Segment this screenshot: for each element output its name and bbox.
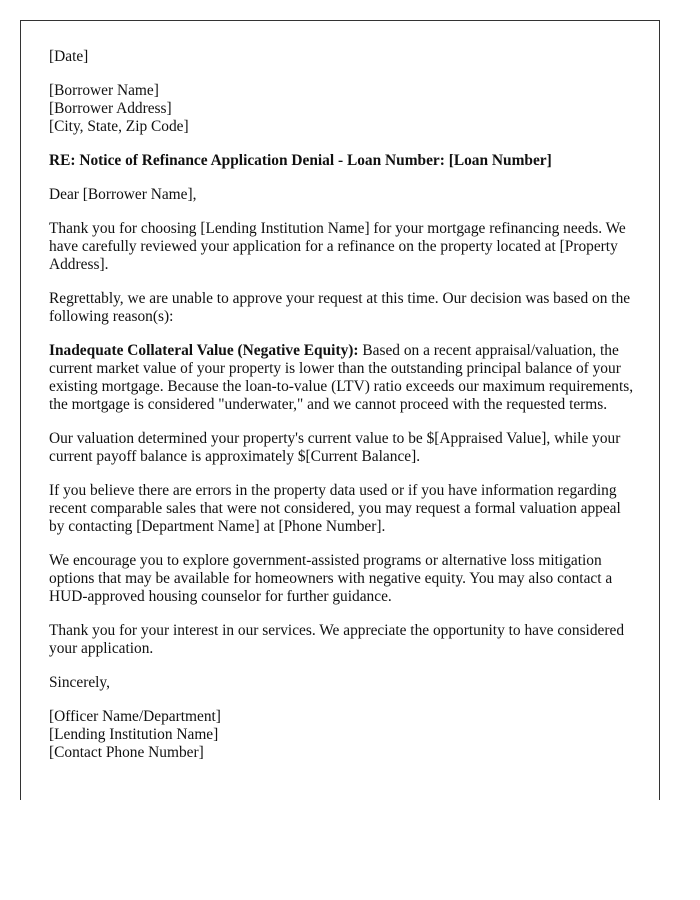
paragraph-appeal: If you believe there are errors in the property data used or if you have information regarding recent comparable sales that were not considered, you may request a formal valuation appeal by contacting [Department Name] at [Phone Number]. bbox=[49, 482, 621, 535]
paragraph-valuation: Our valuation determined your property's current value to be $[Appraised Value], while your current payoff balance is approximately $[Current Balance]. bbox=[49, 430, 621, 465]
letter-date: [Date] bbox=[49, 48, 89, 65]
signature-block bbox=[49, 708, 639, 762]
paragraph-thanks: Thank you for your interest in our services. We appreciate the opportunity to have considered your application. bbox=[49, 622, 625, 657]
recipient-address: [Borrower Address] bbox=[49, 100, 172, 117]
signature-phone: [Contact Phone Number] bbox=[49, 744, 204, 761]
signature-institution: [Lending Institution Name] bbox=[49, 726, 219, 743]
recipient-block bbox=[49, 82, 639, 136]
closing: Sincerely, bbox=[49, 674, 110, 691]
letter-page bbox=[20, 20, 660, 800]
denial-reason bbox=[49, 342, 639, 414]
subject-line: RE: Notice of Refinance Application Denial - Loan Number: [Loan Number] bbox=[49, 152, 552, 169]
paragraph-intro: Thank you for choosing [Lending Institution Name] for your mortgage refinancing needs. We have carefully reviewed your application for a refinance on the property located at [Property Address]. bbox=[49, 220, 626, 273]
paragraph-programs: We encourage you to explore government-assisted programs or alternative loss mitigation options that may be available for homeowners with negative equity. You may also contact a HUD-approved housing counselor for further guidance. bbox=[49, 552, 613, 605]
reason-title: Inadequate Collateral Value (Negative Equity): bbox=[49, 342, 359, 359]
paragraph-decision: Regrettably, we are unable to approve your request at this time. Our decision was based on the following reason(s): bbox=[49, 290, 631, 325]
recipient-city-state-zip: [City, State, Zip Code] bbox=[49, 118, 189, 135]
salutation: Dear [Borrower Name], bbox=[49, 186, 197, 203]
signature-officer: [Officer Name/Department] bbox=[49, 708, 221, 725]
reason-text: Based on a recent appraisal/valuation, the current market value of your property is lower than the outstanding principal balance of your existing mortgage. Because the loan-to-value (LTV) ratio exceeds our maximum requirements, the mortgage is considered "underwater," and we cannot proceed with the requested terms. bbox=[49, 342, 634, 413]
recipient-name: [Borrower Name] bbox=[49, 82, 159, 99]
letter-body bbox=[49, 48, 639, 778]
